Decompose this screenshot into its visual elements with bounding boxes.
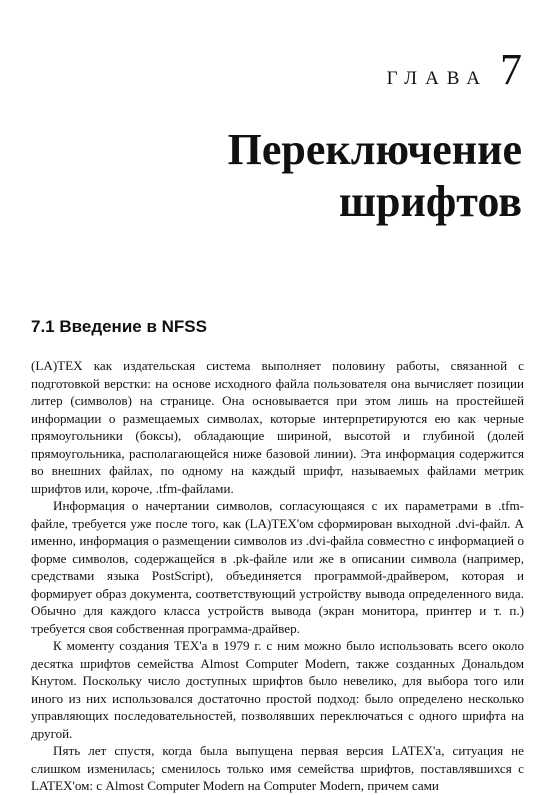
chapter-title-line2: шрифтов [338,177,522,226]
paragraph: (LA)TEX как издательская система выполняет половину работы, связанной с подготовкой верстки: на основе исходного файла пользователя она вычисляет позиции литер (символов) на странице. Она основывается при этом лишь на простейшей информации о размещаемых символах, которые интерпретируются ею как черные прямоугольники (боксы), обладающие шириной, высотой и глубиной (долей прямоугольника, располагающейся ниже базовой линии). Эта информация содержится во внешних файлах, по одному на каждый шрифт, называемых файлами метрик шрифтов или, короче, .tfm-файлами. [31,358,524,496]
chapter-title-line1: Переключение [227,125,522,174]
chapter-title [228,124,522,228]
body-text [31,357,524,795]
chapter-number: 7 [500,45,522,94]
section-heading: 7.1 Введение в NFSS [31,317,207,336]
paragraph: Информация о начертании символов, согласующаяся с их параметрами в .tfm-файле, требуется уже после того, как (LA)TEX'ом сформирован выходной .dvi-файл. А именно, информация о размещении символов из .dvi-файла совместно с информацией о форме символов, содержащейся в .pk-файле или же в описании символа (например, средствами языка PostScript), объединяется программой-драйвером, которая и формирует образ документа, соответствующий устройству вывода определенного вида. Обычно для каждого класса устройств вывода (экран монитора, принтер и т. п.) требуется своя собственная программа-драйвер. [31,498,524,636]
chapter-label: ГЛАВА [386,68,488,89]
paragraph: Пять лет спустя, когда была выпущена первая версия LATEX'а, ситуация не слишком изменилась; сменилось только имя семейства шрифтов, поставлявшихся с LATEX'ом: с Almost Computer Modern на Computer Modern, причем сами [31,743,524,793]
paragraph: К моменту создания TEX'а в 1979 г. с ним можно было использовать всего около десятка шрифтов семейства Almost Computer Modern, также созданных Дональдом Кнутом. Поскольку число доступных шрифтов было невелико, для выбора того или иного из них использовался достаточно простой подход: было определено несколько управляющих последовательностей, позволявших переключаться с одного шрифта на другой. [31,638,524,741]
chapter-heading [386,45,522,94]
